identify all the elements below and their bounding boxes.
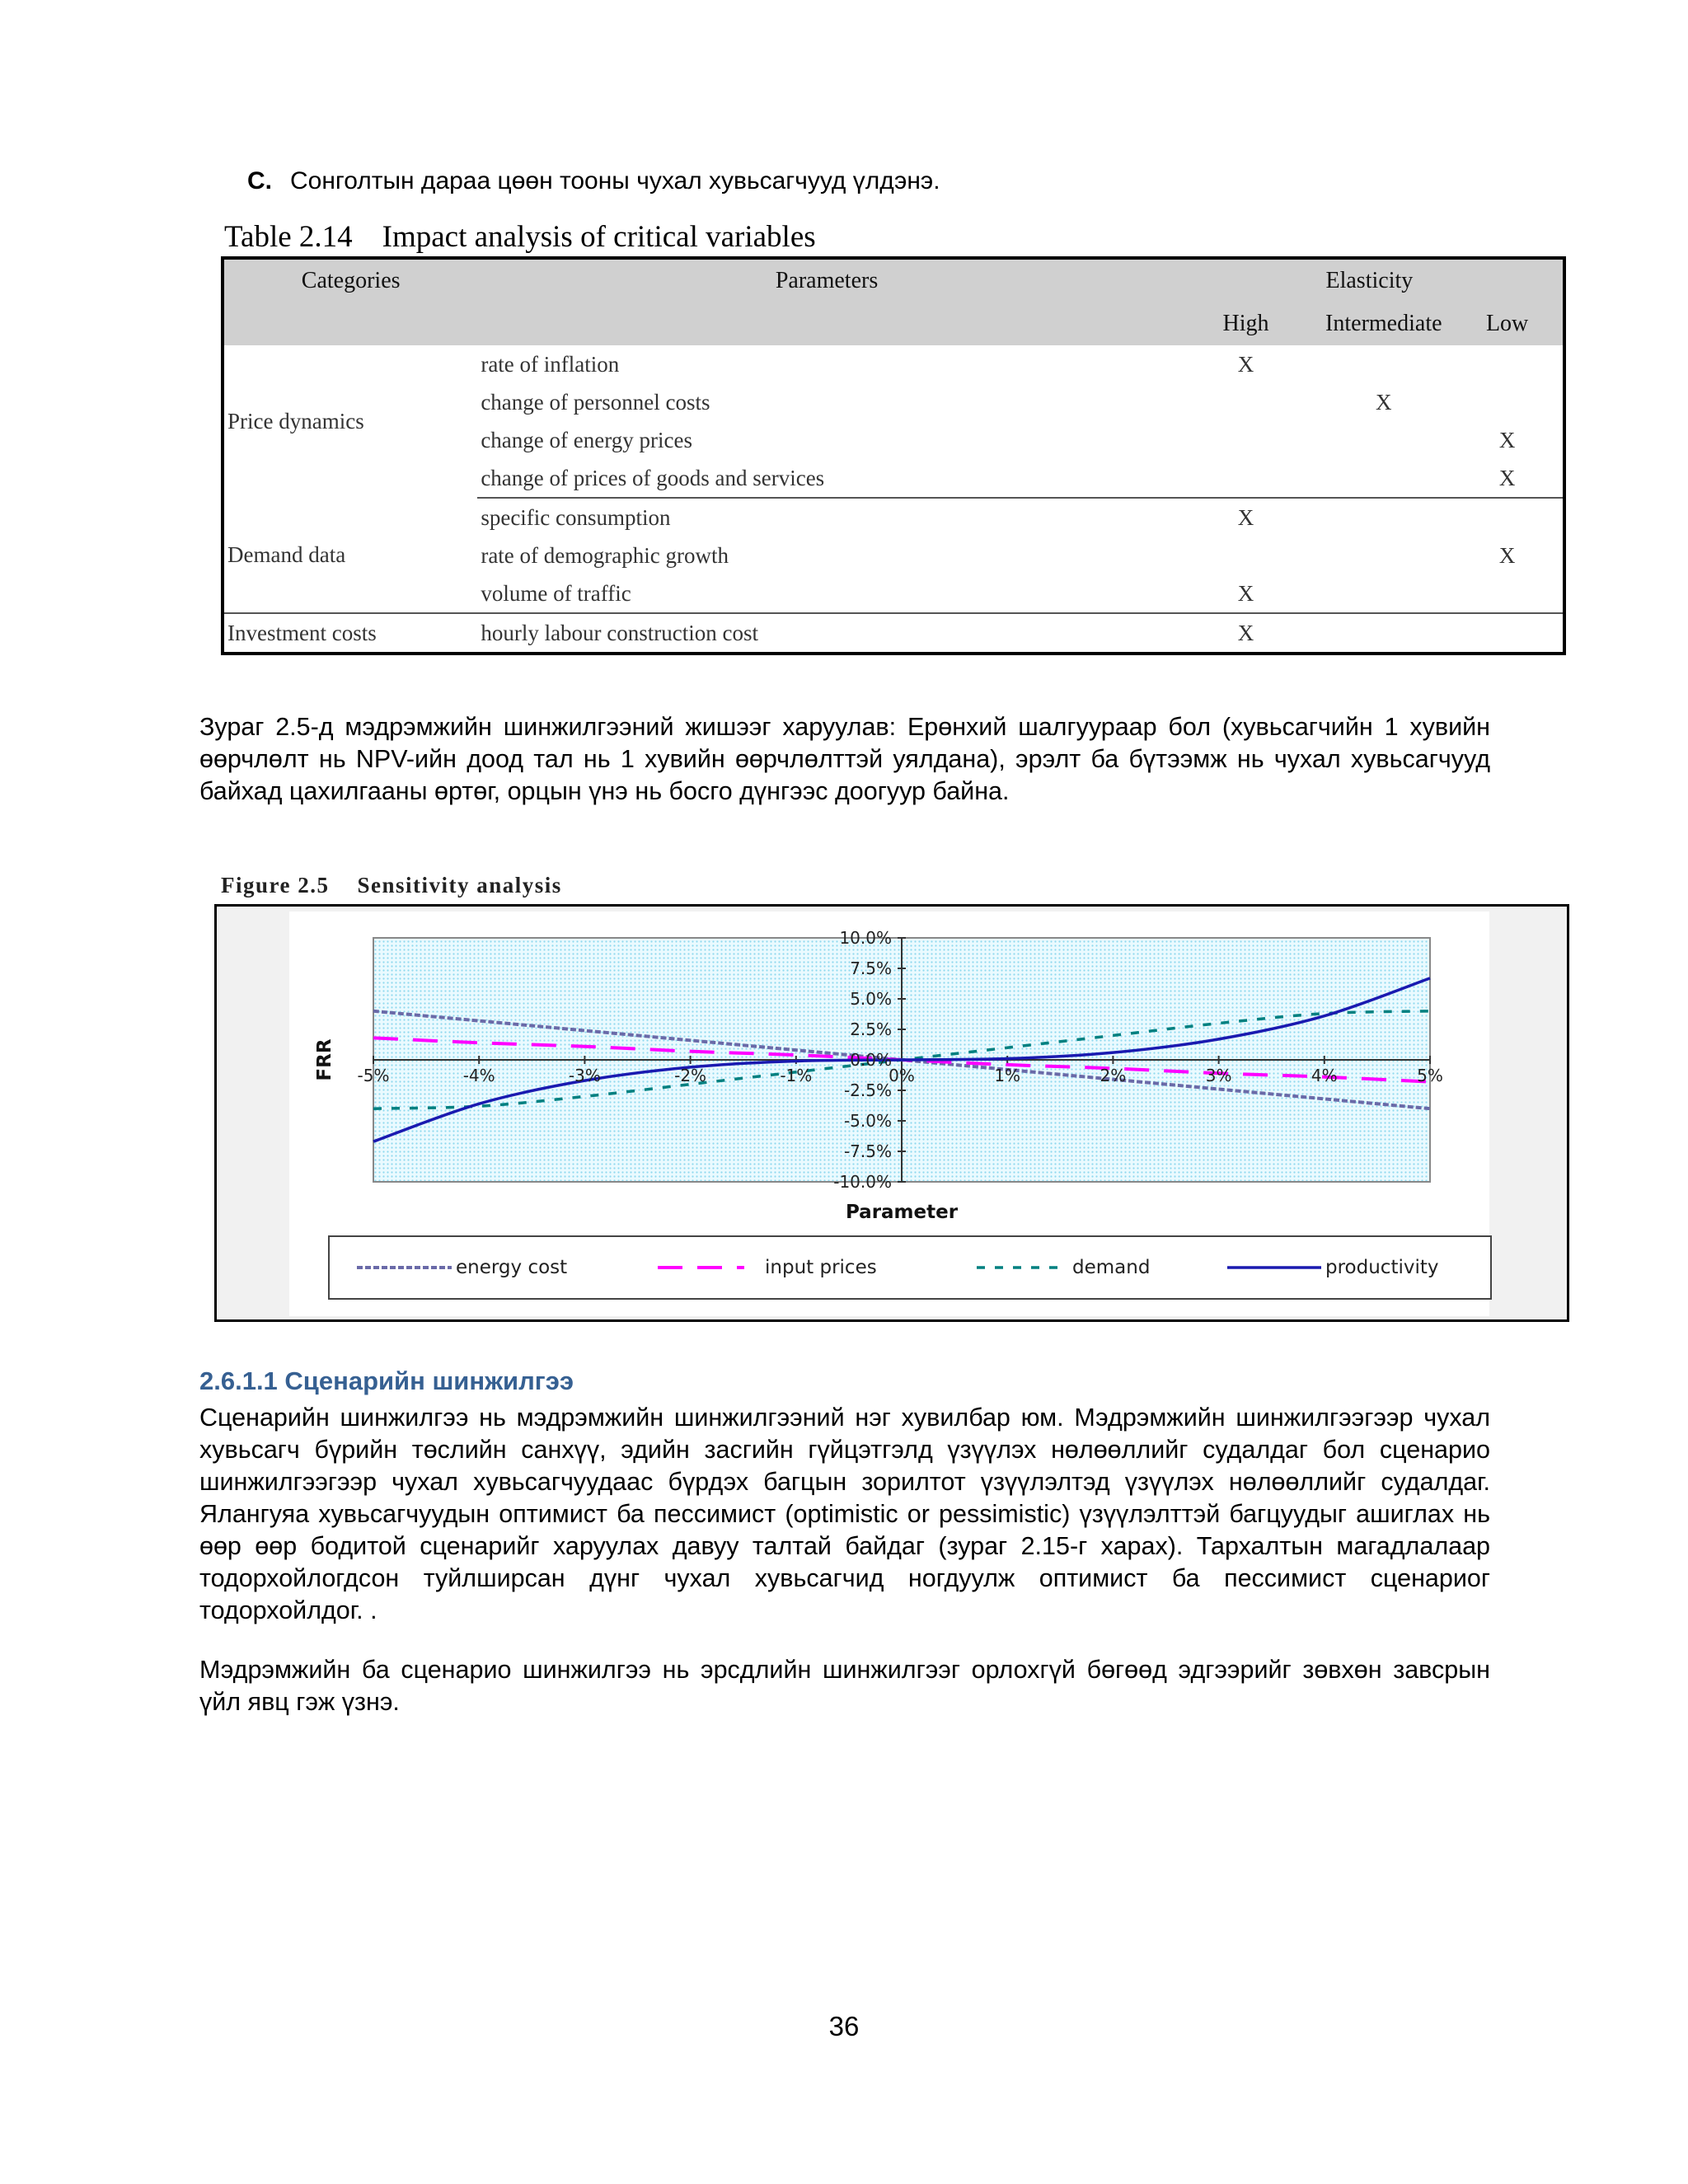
low-cell	[1451, 574, 1564, 613]
header-intermediate: Intermediate	[1315, 302, 1451, 345]
header-categories: Categories	[223, 258, 477, 302]
parameter-cell: volume of traffic	[477, 574, 1175, 613]
figure-caption-number: Figure 2.5	[221, 873, 330, 898]
x-tick-label: 2%	[1100, 1066, 1127, 1085]
y-tick-label: 7.5%	[850, 958, 892, 978]
high-cell	[1176, 383, 1316, 421]
page-number: 36	[828, 2011, 860, 2041]
header-low: Low	[1451, 302, 1564, 345]
y-tick-label: 0.0%	[850, 1050, 892, 1070]
table-row	[223, 498, 1564, 537]
table-header-row	[223, 258, 1564, 302]
category-cell: Investment costs	[227, 620, 377, 645]
y-tick-label: 5.0%	[850, 989, 892, 1009]
low-cell	[1451, 613, 1564, 654]
intermediate-cell	[1315, 537, 1451, 574]
y-tick-label: 2.5%	[850, 1019, 892, 1039]
parameter-cell: specific consumption	[481, 504, 671, 530]
section-c-text: Сонголтын дараа цөөн тооны чухал хувьсагчууд үлдэнэ.	[290, 167, 940, 194]
x-tick-label: 1%	[994, 1066, 1021, 1085]
chart-frame	[214, 904, 1569, 1322]
y-tick-label: -2.5%	[843, 1080, 892, 1100]
header-parameters: Parameters	[477, 258, 1175, 302]
low-cell: X	[1498, 427, 1516, 452]
parameter-cell: hourly labour construction cost	[481, 620, 759, 645]
header-elasticity: Elasticity	[1176, 258, 1564, 302]
intermediate-cell	[1315, 421, 1451, 459]
high-cell: X	[1237, 620, 1254, 645]
y-tick-label: -7.5%	[843, 1141, 892, 1161]
intermediate-cell	[1315, 574, 1451, 613]
low-cell: X	[1498, 542, 1516, 568]
header-high: High	[1176, 302, 1316, 345]
parameter-cell: change of prices of goods and services	[477, 459, 1175, 498]
x-axis-label: Parameter	[845, 1202, 959, 1223]
intermediate-cell	[1315, 613, 1451, 654]
section-heading: 2.6.1.1 Сценарийн шинжилгээ	[199, 1366, 574, 1395]
legend-label-energy-cost: energy cost	[456, 1257, 568, 1278]
figure-caption	[221, 873, 562, 898]
y-tick-label: -5.0%	[843, 1111, 892, 1131]
x-tick-label: -1%	[780, 1066, 813, 1085]
x-tick-label: -2%	[674, 1066, 707, 1085]
x-tick-label: 3%	[1205, 1066, 1232, 1085]
high-cell	[1176, 459, 1316, 498]
table-caption	[224, 219, 816, 255]
x-tick-label: -3%	[568, 1066, 601, 1085]
low-cell	[1451, 345, 1564, 383]
impact-table	[221, 256, 1566, 655]
x-tick-label: 0%	[889, 1066, 915, 1085]
x-tick-label: 5%	[1417, 1066, 1443, 1085]
parameter-cell: change of personnel costs	[481, 389, 710, 415]
y-tick-label: -10.0%	[833, 1172, 892, 1192]
intermediate-cell: X	[1376, 389, 1392, 415]
parameter-cell: change of energy prices	[481, 427, 692, 452]
figure-caption-title: Sensitivity analysis	[357, 873, 562, 898]
category-cell: Demand data	[223, 498, 477, 613]
intermediate-cell	[1315, 459, 1451, 498]
table-caption-title: Impact analysis of critical variables	[382, 220, 816, 254]
x-tick-label: 4%	[1311, 1066, 1338, 1085]
legend-label-input-prices: input prices	[765, 1257, 877, 1278]
table-subheader-row	[223, 302, 1564, 345]
paragraph-1: Зураг 2.5-д мэдрэмжийн шинжилгээний жишээг харуулав: Ерөнхий шалгуураар бол (хувьсагчийн 1 хувийн өөрчлөлт нь NPV-ийн доод тал нь 1 хувийн өөрчлөлттэй уялдана), эрэлт ба бүтээмж нь чухал хувьсагчууд байхад цахилгааны өртөг, орцын үнэ нь босго дүнгээс доогуур байна.	[199, 713, 1490, 805]
x-tick-label: -5%	[357, 1066, 390, 1085]
low-cell	[1451, 498, 1564, 537]
intermediate-cell	[1315, 498, 1451, 537]
legend-label-demand: demand	[1072, 1257, 1151, 1278]
parameter-cell: rate of demographic growth	[481, 542, 729, 568]
parameter-cell: rate of inflation	[481, 351, 620, 377]
table-caption-number: Table 2.14	[224, 220, 353, 254]
x-tick-label: -4%	[462, 1066, 495, 1085]
intermediate-cell	[1315, 345, 1451, 383]
y-axis-label: FRR	[314, 1038, 335, 1081]
section-c-line	[247, 167, 940, 195]
high-cell: X	[1237, 504, 1254, 530]
legend-label-productivity: productivity	[1325, 1257, 1439, 1278]
paragraph-3: Мэдрэмжийн ба сценарио шинжилгээ нь эрсдлийн шинжилгээг орлохгүй бөгөөд эдгээрийг зөвхөн завсрын үйл явц гэж үзнэ.	[199, 1656, 1490, 1716]
high-cell: X	[1176, 574, 1316, 613]
high-cell	[1176, 537, 1316, 574]
high-cell: X	[1237, 351, 1254, 377]
low-cell: X	[1451, 459, 1564, 498]
table-row	[223, 345, 1564, 383]
category-cell: Price dynamics	[227, 409, 364, 434]
section-c-marker: C.	[247, 167, 272, 194]
paragraph-2: Сценарийн шинжилгээ нь мэдрэмжийн шинжилгээний нэг хувилбар юм. Мэдрэмжийн шинжилгээгээр чухал хувьсагч бүрийн төслийн санхүү, эдийн засгийн гүйцэтгэлд үзүүлэх нөлөөллийг судалдаг бол сценарио шинжилгээгээр чухал хувьсагчуудаас бүрдэх багцын зорилтот үзүүлэлтэд үзүүлэх нөлөөллийг судалдаг. Ялангуяа хувьсагчуудын оптимист ба пессимист (optimistic or pessimistic) үзүүлэлттэй багцуудыг ашиглах нь өөр өөр бодитой сценарийг харуулах давуу талтай байдаг (зураг 2.15-г харах). Тархалтын магадлалаар тодорхойлогдсон туйлширсан дүнг чухал хувьсагчид ногдуулж оптимист ба пессимист сценариог тодорхойлдог. .	[199, 1404, 1490, 1624]
y-tick-label: 10.0%	[839, 928, 892, 948]
sensitivity-chart	[217, 907, 1567, 1319]
high-cell	[1176, 421, 1316, 459]
table-row	[223, 613, 1564, 654]
low-cell	[1451, 383, 1564, 421]
